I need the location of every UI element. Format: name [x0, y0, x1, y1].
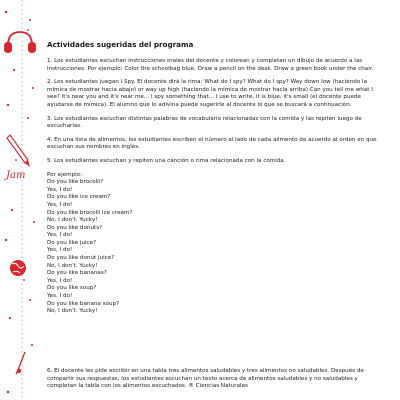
activity-item-2: 2. Los estudiantes juegan I Spy. El docente dirá la rima: What do I spy? What do I spy? Way down low (haciendo la mímica de mostrar hacia abajo) or way up high (haciendo la mímica de mostrar hacia arriba) Can you tell me what I see? It's near you and it's near me... I spy something that... I use to write, it is blue, it's small (el docente puede ayudarse de mímica). El alumno que lo adivina puede sugerirle al docente lo que se buscará a continuación.	[47, 79, 373, 108]
example-dialog	[47, 172, 387, 316]
dialog-line: Yes, I do!	[47, 186, 73, 193]
dialog-line: Yes, I do!	[47, 277, 73, 284]
dialog-line: Do you like banana soup?	[47, 300, 120, 307]
dialog-line: Do you like donut juice?	[47, 255, 115, 262]
dialog-line: Yes, I do!	[47, 232, 73, 239]
dialog-line: Yes, I do!	[47, 201, 73, 208]
jam-label: Jam	[6, 170, 26, 181]
dialog-line: No, I don't. Yucky!	[47, 262, 98, 269]
activity-item-5: 5. Los estudiantes escuchan y repiten una canción o rima relacionada con la comida.	[47, 157, 286, 164]
dialog-line: Do you like ice cream?	[47, 194, 111, 201]
activity-item-4: 4. En una lista de alimentos, los estudiantes escriben el número al lado de cada alimento de acuerdo al orden en que escuchan sus nombres en inglés.	[47, 136, 377, 151]
activity-item-6: 6. El docente les pide escribir en una tabla tres alimentos saludables y tres alimentos no saludables. Después de compartir sus respuestas, los estudiantes escuchan un texto acerca de alimentos saludables y no saludables y completan la tabla con los alimentos escuchados. ® Ciencias Naturales	[47, 368, 364, 390]
globe-icon	[10, 260, 26, 276]
pencil-jam-icon	[4, 135, 30, 181]
dialog-line: Do you like brocolli ice cream?	[47, 209, 133, 216]
dialog-line: Do you like bananas?	[47, 270, 107, 277]
pen-icon	[16, 352, 25, 374]
headphones-icon	[5, 32, 35, 52]
dialog-line: Do you like donuts?	[47, 224, 103, 231]
dialog-line: Yes, I do!	[47, 247, 73, 254]
activity-item-3: 3. Los estudiantes escuchan distintas palabras de vocabulario relacionadas con la comida y las repiten luego de escucharlas.	[47, 115, 362, 130]
margin-dots	[5, 11, 35, 393]
dialog-line: No, I don't. Yucky!	[47, 217, 98, 224]
activity-item-1: 1. Los estudiantes escuchan instrucciones orales del docente y colorean y completan un dibujo de acuerdo a las instrucciones. Por ejemplo: Color the schoolbag blue. Draw a pencil on the desk. Draw a green book under the chair.	[47, 58, 374, 72]
page-title: Actividades sugeridas del programa	[47, 40, 194, 49]
dialog-line: Do you like juice?	[47, 239, 97, 246]
dialog-line: Yes, I do!	[47, 293, 73, 300]
dialog-line: Por ejemplo:	[47, 171, 82, 178]
dialog-line: No, I don't. Yucky!	[47, 308, 98, 315]
dialog-line: Do you like soup?	[47, 285, 97, 292]
margin-art	[0, 0, 40, 400]
activities-content	[47, 40, 387, 316]
dialog-line: Do you like brocolli?	[47, 179, 104, 186]
margin-decoration	[0, 0, 40, 400]
